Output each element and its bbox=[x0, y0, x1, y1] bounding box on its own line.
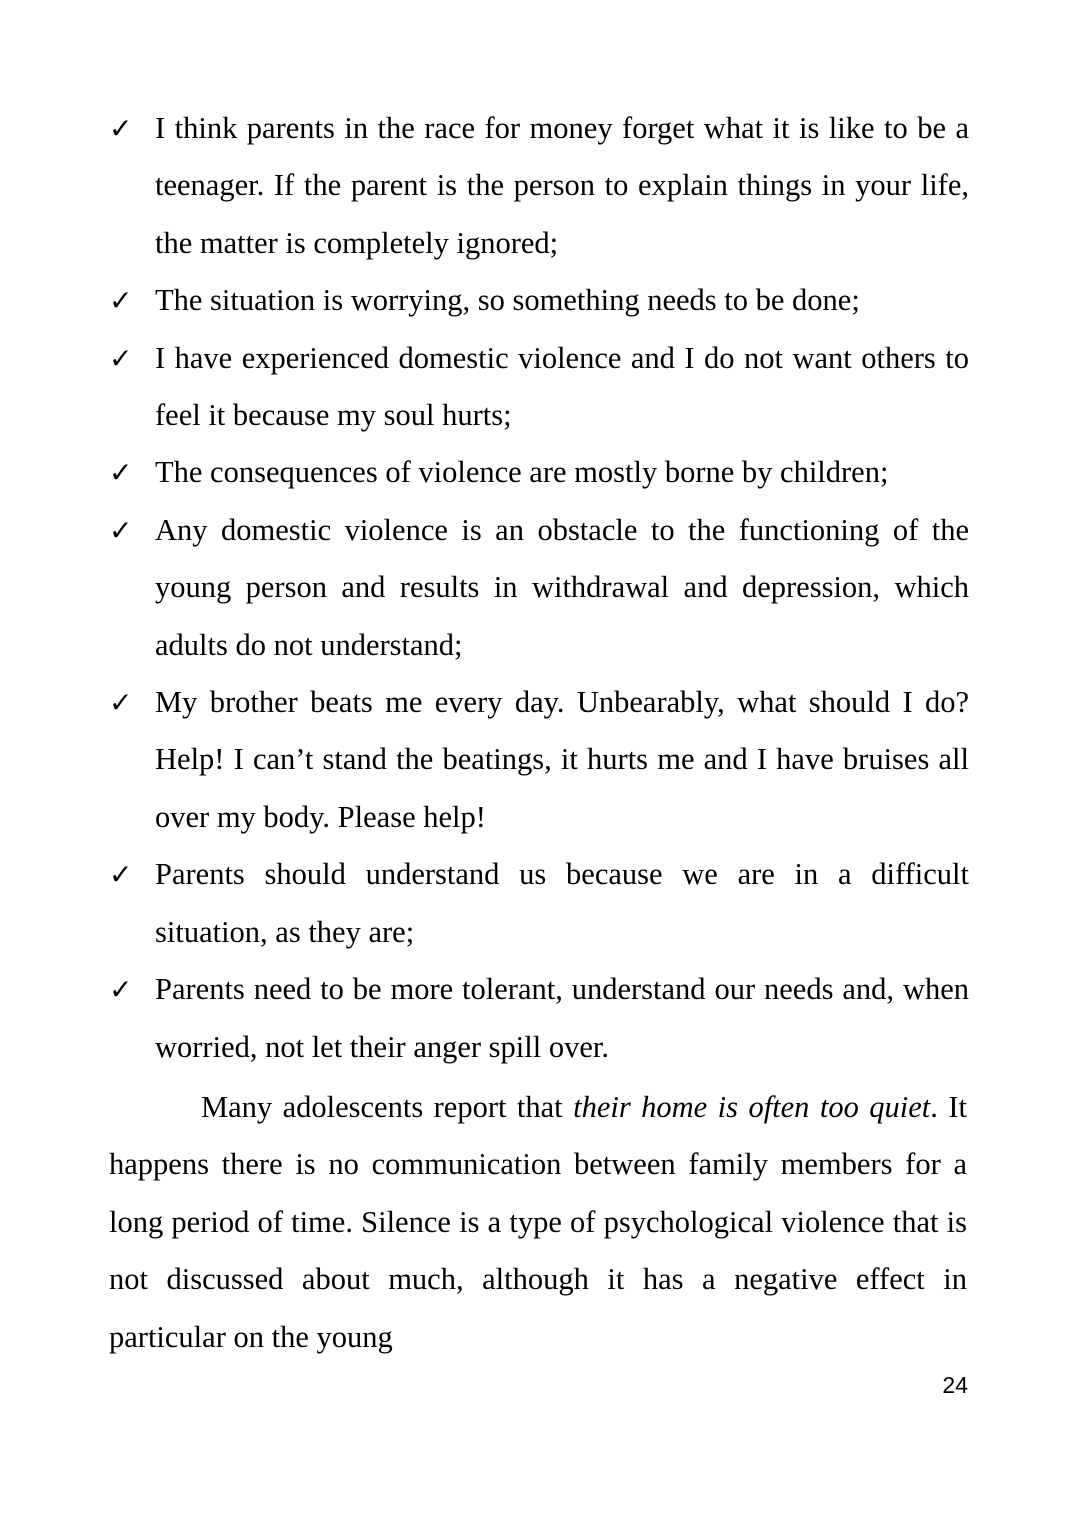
checkmark-icon: ✓ bbox=[109, 341, 133, 375]
body-paragraph bbox=[109, 1079, 967, 1366]
list-item bbox=[109, 100, 969, 272]
list-item-text: Any domestic violence is an obstacle to the functioning of the young person and results in withdrawal and depression, which adults do not understand; bbox=[155, 512, 969, 662]
paragraph-italic-phrase: their home is often too quiet bbox=[573, 1090, 931, 1124]
paragraph-rest: . It happens there is no communication between family members for a long period of time. Silence is a type of psychological violence that is not discussed about much, although it has a negative effect in particular on the young bbox=[109, 1090, 967, 1354]
list-item bbox=[109, 272, 969, 329]
paragraph-lead: Many adolescents report that bbox=[201, 1090, 574, 1124]
list-item-text: Parents should understand us because we are in a difficult situation, as they are; bbox=[155, 857, 969, 949]
page-number: 24 bbox=[942, 1372, 968, 1398]
list-item-text: I have experienced domestic violence and I do not want others to feel it because my soul hurts; bbox=[155, 340, 969, 433]
checkmark-icon: ✓ bbox=[109, 456, 133, 490]
list-item bbox=[109, 502, 969, 674]
checkmark-icon: ✓ bbox=[109, 513, 133, 547]
list-item-text: The consequences of violence are mostly borne by children; bbox=[155, 455, 889, 490]
list-item bbox=[109, 444, 969, 501]
list-item-text: The situation is worrying, so something needs to be done; bbox=[155, 283, 860, 318]
quote-list bbox=[109, 100, 969, 1076]
list-item bbox=[109, 846, 969, 961]
list-item bbox=[109, 330, 969, 445]
checkmark-icon: ✓ bbox=[109, 686, 133, 720]
checkmark-icon: ✓ bbox=[109, 973, 133, 1007]
list-item bbox=[109, 674, 969, 846]
list-item-text: I think parents in the race for money forget what it is like to be a teenager. If the parent is the person to explain things in your life, the matter is completely ignored; bbox=[155, 111, 969, 260]
checkmark-icon: ✓ bbox=[109, 858, 133, 892]
checkmark-icon: ✓ bbox=[109, 112, 133, 145]
checkmark-icon: ✓ bbox=[109, 284, 133, 318]
list-item-text: Parents need to be more tolerant, understand our needs and, when worried, not let their anger spill over. bbox=[155, 972, 969, 1064]
list-item-text: My brother beats me every day. Unbearably, what should I do? Help! I can’t stand the beatings, it hurts me and I have bruises all over my body. Please help! bbox=[155, 685, 969, 834]
list-item bbox=[109, 961, 969, 1076]
